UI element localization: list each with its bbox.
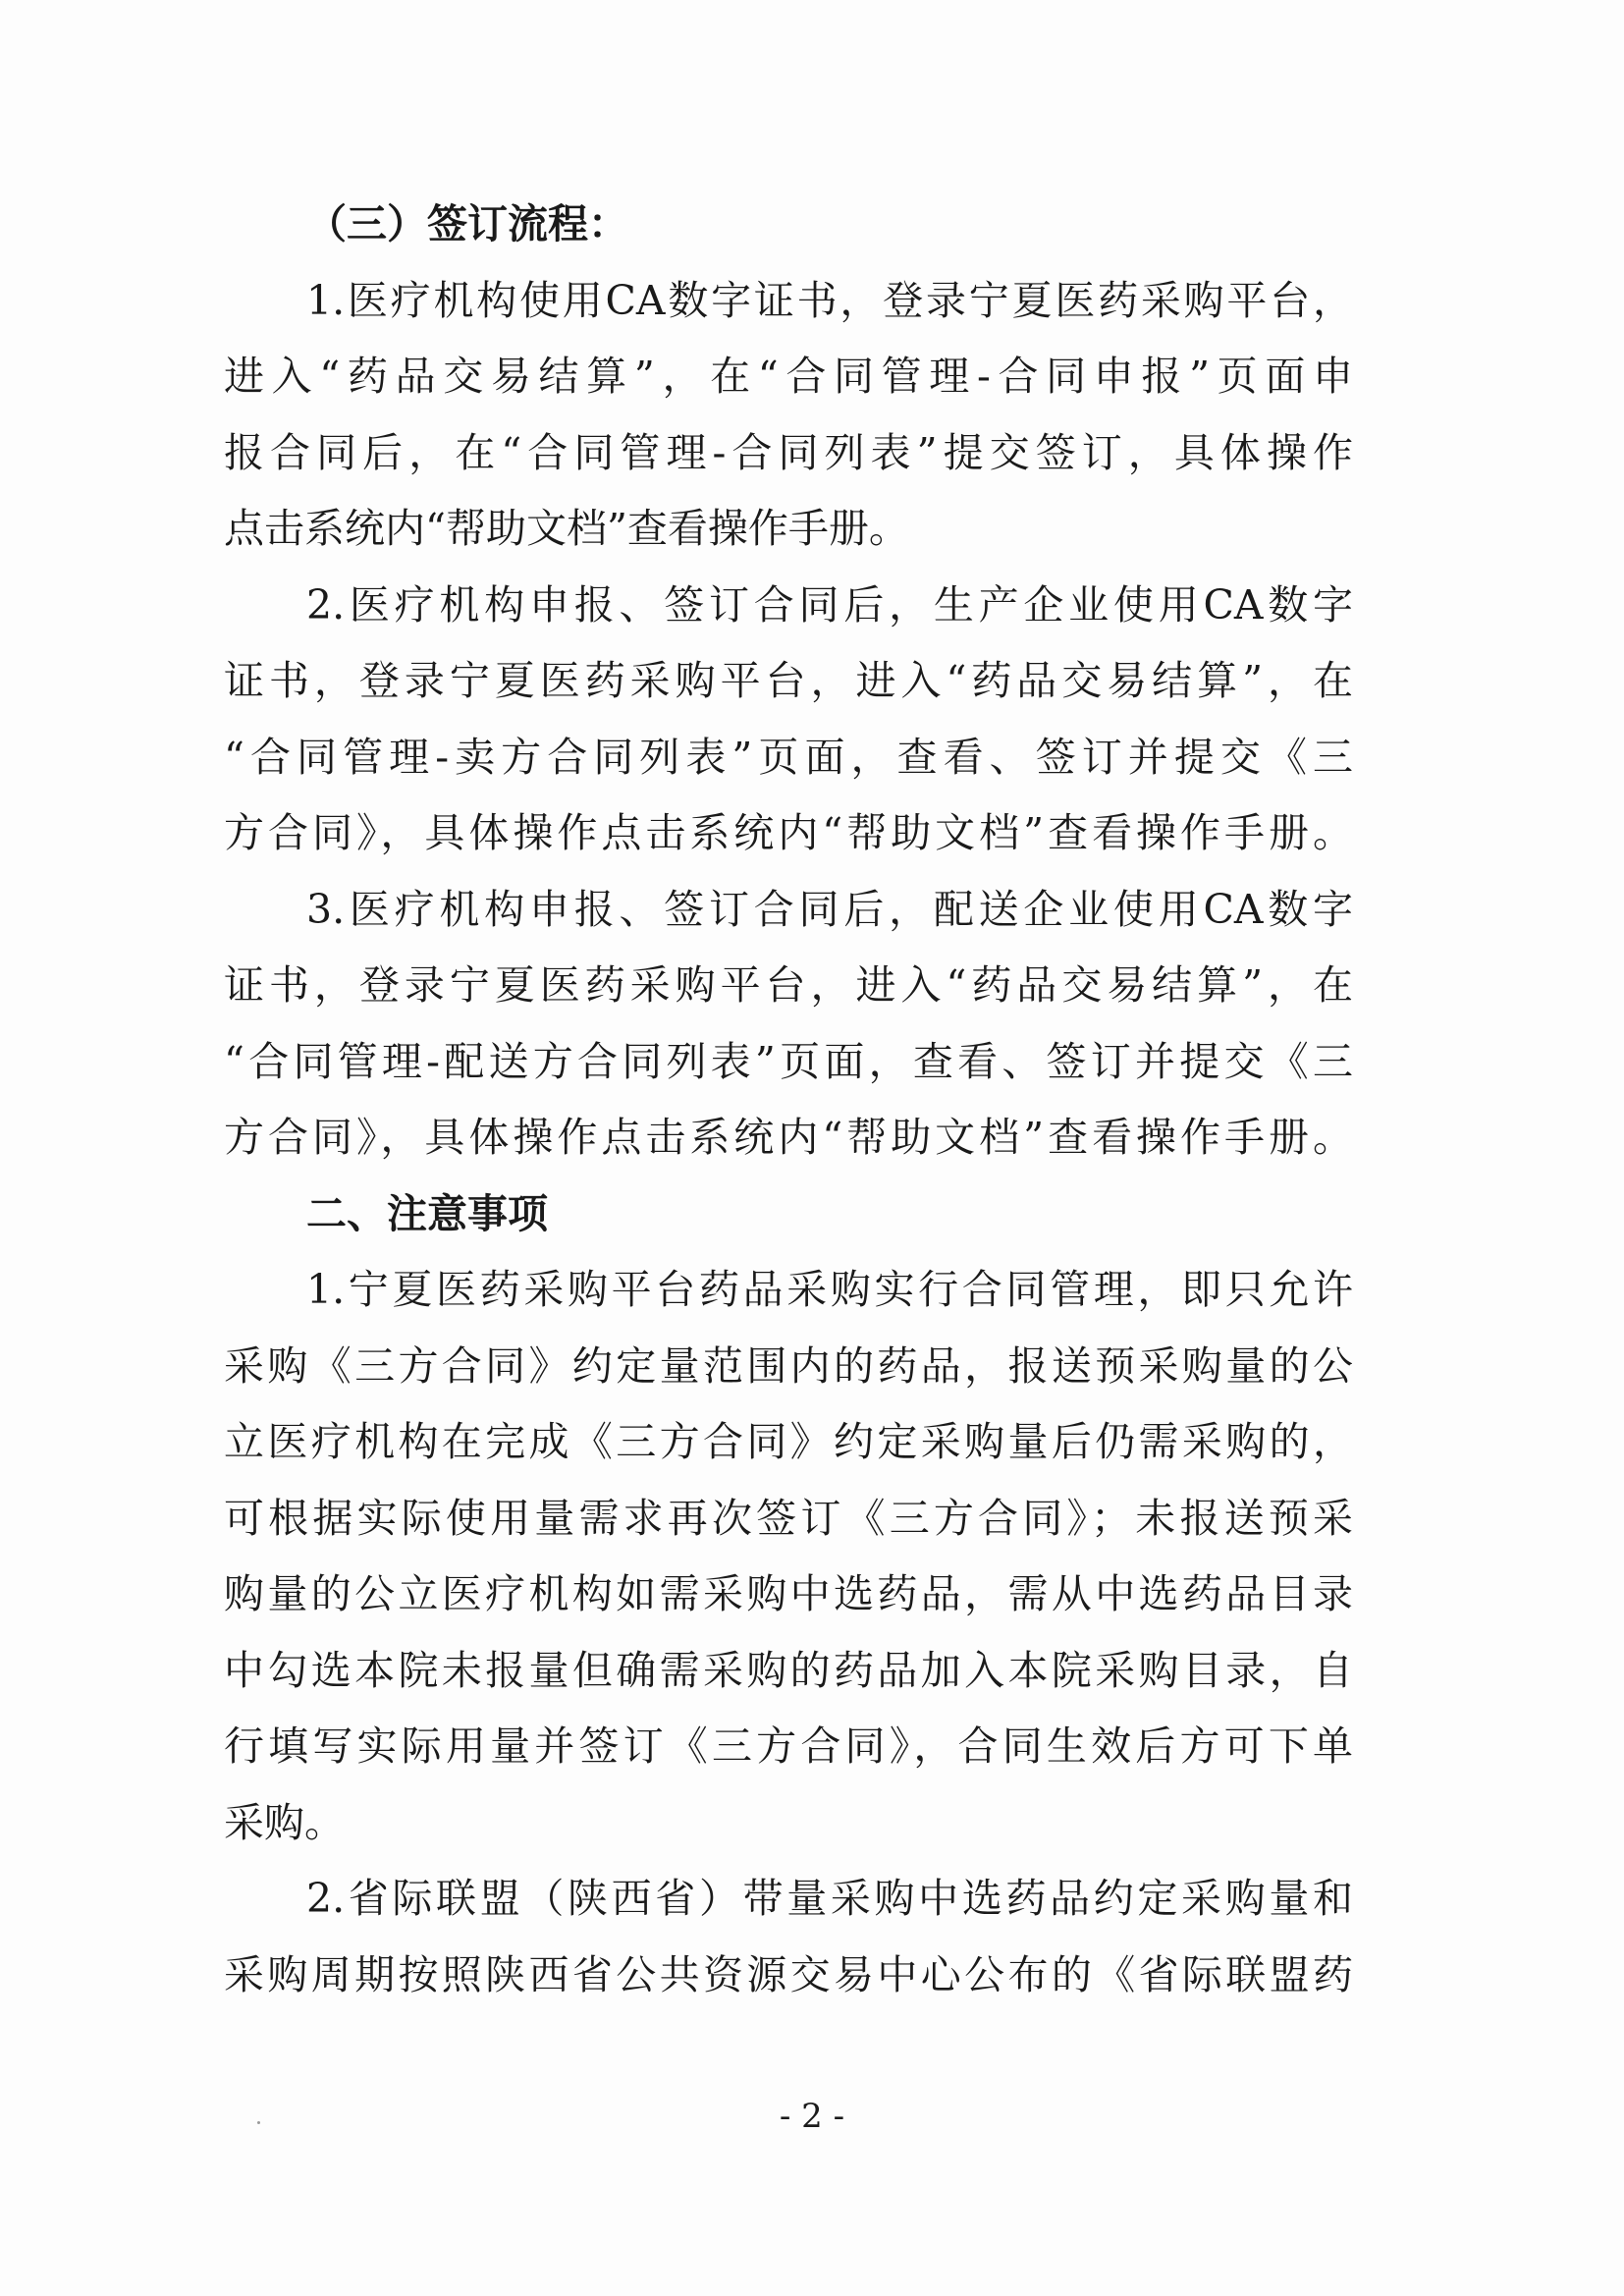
text-line: 购量的公立医疗机构如需采购中选药品，需从中选药品目录 (224, 1570, 1353, 1617)
document-body (224, 187, 1353, 2013)
text-line: 采购《三方合同》约定量范围内的药品，报送预采购量的公 (224, 1341, 1353, 1390)
text-line: 行填写实际用量并签订《三方合同》，合同生效后方可下单 (224, 1722, 1353, 1770)
text-line: 立医疗机构在完成《三方合同》约定采购量后仍需采购的， (224, 1418, 1353, 1465)
text-line: 点击系统内“帮助文档”查看操作手册。 (224, 505, 909, 552)
text-line: 3.医疗机构申报、签订合同后，配送企业使用CA数字 (306, 885, 1353, 933)
text-line: 证书，登录宁夏医药采购平台，进入“药品交易结算”，在 (224, 961, 1353, 1009)
text-line: 采购周期按照陕西省公共资源交易中心公布的《省际联盟药 (224, 1950, 1353, 1998)
text-line: 1.医疗机构使用CA数字证书，登录宁夏医药采购平台， (306, 276, 1353, 324)
section-heading: （三）签订流程： (306, 200, 628, 247)
page-number: - 2 - (779, 2097, 845, 2136)
text-line: 报合同后，在“合同管理-合同列表”提交签订，具体操作 (224, 428, 1353, 476)
section-heading: 二、注意事项 (306, 1189, 548, 1237)
text-line: 方合同》，具体操作点击系统内“帮助文档”查看操作手册。 (224, 1114, 1353, 1161)
text-line: 中勾选本院未报量但确需采购的药品加入本院采购目录，自 (224, 1646, 1353, 1694)
text-line: 1.宁夏医药采购平台药品采购实行合同管理，即只允许 (306, 1266, 1353, 1313)
text-line: “合同管理-配送方合同列表”页面，查看、签订并提交《三 (224, 1037, 1353, 1085)
text-line: 2.省际联盟（陕西省）带量采购中选药品约定采购量和 (306, 1875, 1353, 1922)
text-line: 方合同》，具体操作点击系统内“帮助文档”查看操作手册。 (224, 809, 1353, 856)
text-line: 可根据实际使用量需求再次签订《三方合同》；未报送预采 (224, 1494, 1353, 1542)
text-line: 2.医疗机构申报、签订合同后，生产企业使用CA数字 (306, 580, 1353, 629)
text-line: 证书，登录宁夏医药采购平台，进入“药品交易结算”，在 (224, 657, 1353, 704)
text-line: 进入“药品交易结算”，在“合同管理-合同申报”页面申 (224, 353, 1353, 400)
text-line: “合同管理-卖方合同列表”页面，查看、签订并提交《三 (224, 733, 1353, 781)
text-line: 采购。 (224, 1798, 345, 1846)
